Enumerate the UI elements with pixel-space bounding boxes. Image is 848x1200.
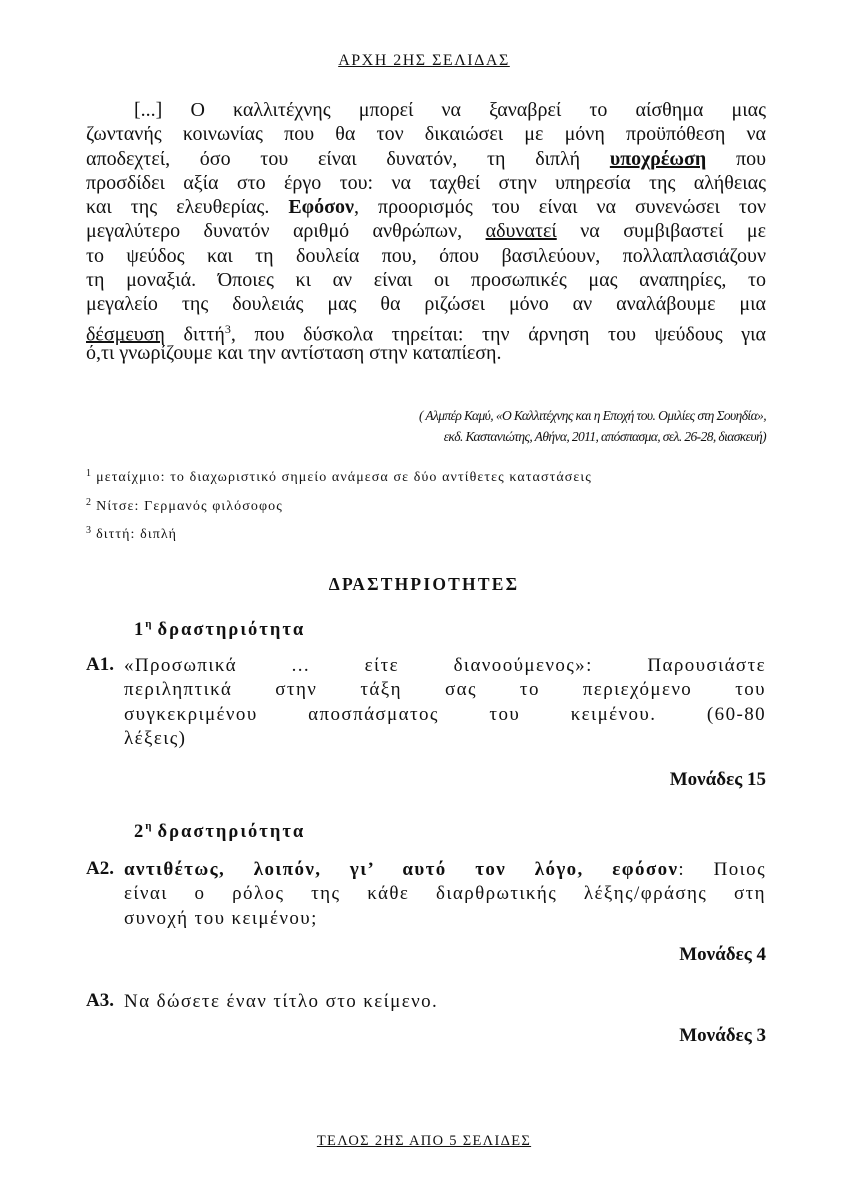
question-a1-label: Α1. — [86, 654, 114, 675]
points-a3: Μονάδες 3 — [679, 1025, 766, 1046]
question-a2-text: αντιθέτως, λοιπόν, γι’ αυτό τον λόγο, εφόσον: Ποιος είναι ο ρόλος της κάθε διαρθρωτικής λέξης/φράσης στη συνοχή του κειμένου; — [124, 859, 766, 929]
activity-2-heading: $2^\eta$ δραστηριότητα — [134, 820, 306, 842]
passage-line: το ψεύδος και τη δουλεία που, όπου βασιλεύουν, πολλαπλασιάζουν — [86, 244, 766, 267]
passage-line: δέσμευση διττή$^3$, που δύσκολα τηρείται: την άρνηση του ψεύδους για — [86, 321, 767, 346]
passage-line: αποδεχτεί, όσο του είναι δυνατόν, τη διπλή υποχρέωση που — [86, 147, 766, 170]
points-a1: Μονάδες 15 — [669, 769, 766, 790]
passage-line: μεγαλύτερο δυνατόν αριθμό ανθρώπων, αδυνατεί να συμβιβαστεί με — [86, 220, 767, 243]
bold-connectives: αντιθέτως, λοιπόν, γι’ αυτό τον λόγο, εφόσον — [124, 859, 679, 880]
passage-text — [86, 98, 766, 365]
passage-line: μεγαλείο της δουλειάς μας θα ριζώσει μόνο αν αναλάβουμε μια — [86, 293, 766, 316]
footnote-ref: 3 — [224, 321, 231, 336]
underlined-word: αδυνατεί — [485, 220, 557, 243]
bold-word: Εφόσον — [288, 196, 354, 219]
passage-line: τη μοναξιά. Όποιες κι αν είναι οι προσωπικές μας αναπηρίες, το — [86, 269, 766, 292]
question-a1-text: «Προσωπικά ... είτε διανοούμενος»: Παρουσιάστε περιληπτικά στην τάξη σας το περιεχόμενο του συγκεκριμένου αποσπάσματος του κειμένου. (60-80 λέξεις) — [124, 655, 766, 750]
passage-line: ό,τι γνωρίζουμε και την αντίσταση στην καταπίεση. — [86, 341, 502, 364]
passage-line: προσδίδει αξία στο έργο του: να ταχθεί στην υπηρεσία της αλήθειας — [86, 171, 766, 194]
source-citation: ( Αλμπέρ Καμύ, «Ο Καλλιτέχνης και η Εποχή του. Ομιλίες στη Σουηδία», εκδ. Καστανιώτης, Αθήνα, 2011, απόσπασμα, σελ. 26-28, διασκευή) — [418, 408, 766, 444]
passage-line: [...] Ο καλλιτέχνης μπορεί να ξαναβρεί το αίσθημα μιας — [134, 99, 766, 121]
page-footer: ΤΕΛΟΣ 2ΗΣ ΑΠΟ 5 ΣΕΛΙΔΕΣ — [316, 1133, 532, 1149]
passage-line: και της ελευθερίας. Εφόσον, προορισμός του είναι να συνενώσει τον — [86, 196, 767, 219]
section-title: ΔΡΑΣΤΗΡΙΟΤΗΤΕΣ — [328, 574, 520, 594]
points-a2: Μονάδες 4 — [679, 944, 766, 965]
underlined-word: δέσμευση — [86, 323, 165, 346]
activity-1-heading: $1^\eta$ δραστηριότητα — [134, 618, 306, 640]
underlined-word: υποχρέωση — [609, 147, 707, 170]
footnote-3: $^3$ διττή: διπλή — [86, 525, 178, 542]
question-a3-text: Να δώσετε έναν τίτλο στο κείμενο. — [124, 991, 439, 1012]
passage-line: ζωντανής κοινωνίας που θα τον δικαιώσει με μόνη προϋπόθεση να — [86, 123, 766, 146]
page-header: ΑΡΧΗ 2ΗΣ ΣΕΛΙΔΑΣ — [338, 52, 510, 69]
question-a3-label: Α3. — [86, 990, 114, 1011]
footnote-2: $^2$ Νίτσε: Γερμανός φιλόσοφος — [86, 497, 283, 514]
question-a2-label: Α2. — [86, 858, 114, 879]
footnote-1: $^1$ μεταίχμιο: το διαχωριστικό σημείο ανάμεσα σε δύο αντίθετες καταστάσεις — [86, 468, 592, 485]
